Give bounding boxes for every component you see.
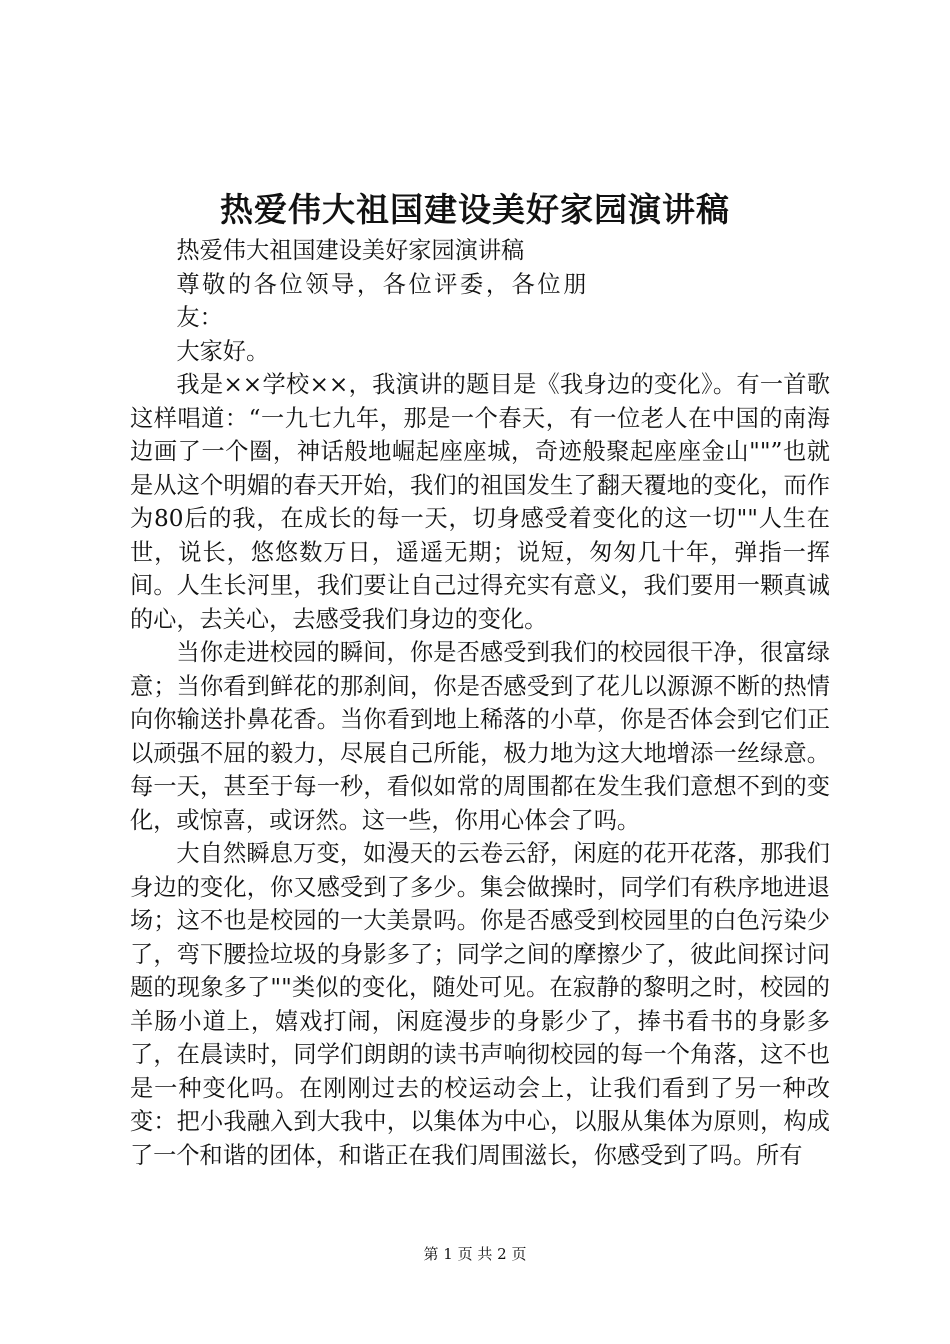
salutation: 尊敬的各位领导，各位评委，各位朋友： xyxy=(176,270,587,331)
greeting: 大家好。 xyxy=(176,337,270,365)
paragraph: 当你走进校园的瞬间，你是否感受到我们的校园很干净，很富绿意；当你看到鲜花的那刹间，你是否感受到了花儿以源源不断的热情向你输送扑鼻花香。当你看到地上稀落的小草，你是否体会到它们正以顽强不屈的毅力，尽展自己所能，极力地为这大地增添一丝绿意。每一天，甚至于每一秒，看似如常的周围都在发生我们意想不到的变化，或惊喜，或讶然。这一些，你用心体会了吗。 xyxy=(130,639,830,834)
document-body xyxy=(130,234,830,1172)
paragraph: 大自然瞬息万变，如漫天的云卷云舒，闲庭的花开花落，那我们身边的变化，你又感受到了多少。集会做操时，同学们有秩序地进退场；这不也是校园的一大美景吗。你是否感受到校园里的白色污染少了，弯下腰捡垃圾的身影多了；同学之间的摩擦少了，彼此间探讨问题的现象多了""类似的变化，随处可见。在寂静的黎明之时，校园的羊肠小道上，嬉戏打闹，闲庭漫步的身影少了，捧书看书的身影多了，在晨读时，同学们朗朗的读书声响彻校园的每一个角落，这不也是一种变化吗。在刚刚过去的校运动会上，让我们看到了另一种改变：把小我融入到大我中，以集体为中心，以服从集体为原则，构成了一个和谐的团体，和谐正在我们周围滋长，你感受到了吗。所有 xyxy=(130,840,830,1169)
document-title: 热爱伟大祖国建设美好家园演讲稿 xyxy=(220,190,730,229)
paragraph: 我是××学校××，我演讲的题目是《我身边的变化》。有一首歌这样唱道：“一九七九年，那是一个春天，有一位老人在中国的南海边画了一个圈，神话般地崛起座座城，奇迹般聚起座座金山""”也就是从这个明媚的春天开始，我们的祖国发生了翻天覆地的变化，而作为80后的我，在成长的每一天，切身感受着变化的这一切""人生在世，说长，悠悠数万日，遥遥无期；说短，匆匆几十年，弹指一挥间。人生长河里，我们要让自己过得充实有意义，我们要用一颗真诚的心，去关心，去感受我们身边的变化。 xyxy=(130,371,830,633)
subtitle-line: 热爱伟大祖国建设美好家园演讲稿 xyxy=(176,237,525,264)
page-number-footer: 第 1 页 共 2 页 xyxy=(423,1245,527,1263)
